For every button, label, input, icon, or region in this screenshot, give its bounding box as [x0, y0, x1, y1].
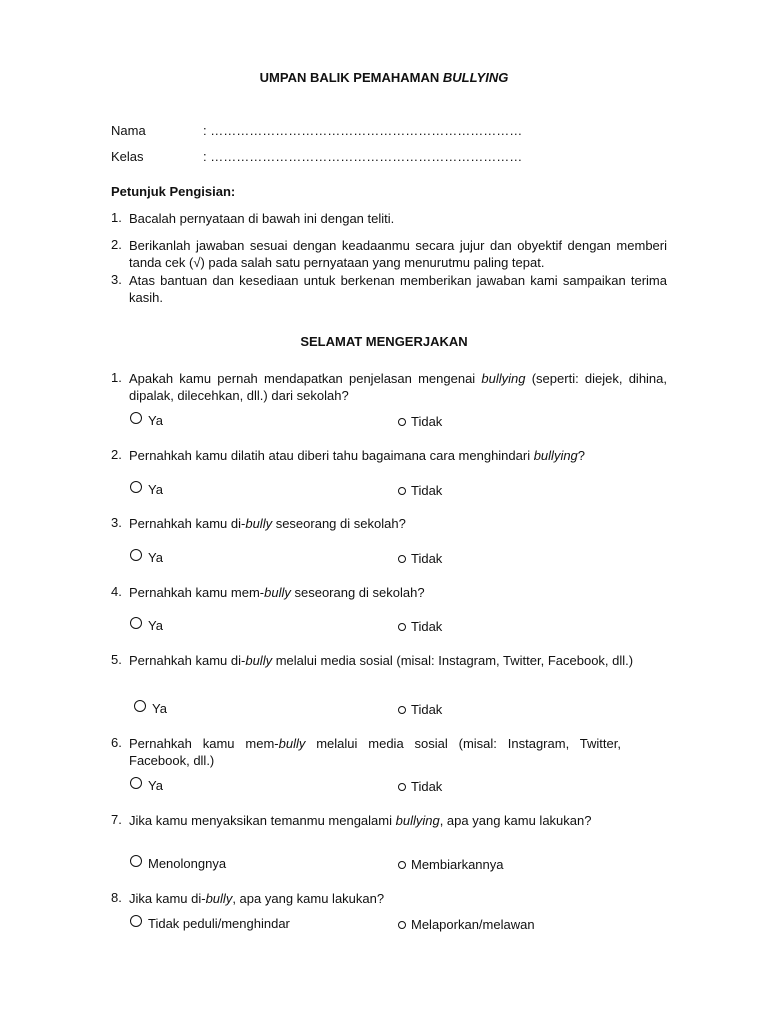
- question-number: 3.: [111, 515, 122, 530]
- question-text: Pernahkah kamu di-bully melalui media sosial (misal: Instagram, Twitter, Facebook, dll.): [129, 653, 634, 668]
- radio-icon[interactable]: [398, 861, 406, 869]
- radio-icon[interactable]: [398, 783, 406, 791]
- instruction-text: Bacalah pernyataan di bawah ini dengan teliti.: [129, 211, 395, 226]
- question-number: 7.: [111, 812, 122, 827]
- option-no[interactable]: Tidak: [398, 779, 442, 794]
- radio-icon[interactable]: [398, 487, 406, 495]
- class-label: Kelas: [111, 149, 144, 164]
- question-number: 4.: [111, 584, 122, 599]
- question-number: 5.: [111, 652, 122, 667]
- option-no[interactable]: Tidak: [398, 414, 442, 429]
- question-number: 8.: [111, 890, 122, 905]
- option-no[interactable]: Tidak: [398, 551, 442, 566]
- name-field[interactable]: : ………………………………………………………………: [203, 123, 523, 138]
- instructions-heading: Petunjuk Pengisian:: [111, 184, 236, 199]
- name-label: Nama: [111, 123, 146, 138]
- question-text: Pernahkah kamu mem-bully seseorang di sekolah?: [129, 585, 425, 600]
- option-no[interactable]: Tidak: [398, 483, 442, 498]
- option-no[interactable]: Tidak: [398, 702, 442, 717]
- question-text: Jika kamu di-bully, apa yang kamu lakukan?: [129, 891, 385, 906]
- option-yes[interactable]: Ya: [134, 701, 167, 716]
- option-ignore[interactable]: Membiarkannya: [398, 857, 504, 872]
- option-help[interactable]: Menolongnya: [130, 856, 226, 871]
- radio-icon[interactable]: [130, 617, 142, 629]
- option-yes[interactable]: Ya: [130, 778, 163, 793]
- option-yes[interactable]: Ya: [130, 482, 163, 497]
- radio-icon[interactable]: [398, 623, 406, 631]
- radio-icon[interactable]: [130, 777, 142, 789]
- question-number: 2.: [111, 447, 122, 462]
- instruction-number: 2.: [111, 237, 122, 252]
- question-text: Pernahkah kamu mem-bully melalui media sosial (misal: Instagram, Twitter, Facebook, dll.): [129, 736, 621, 768]
- instruction-number: 3.: [111, 272, 122, 287]
- radio-icon[interactable]: [130, 549, 142, 561]
- option-avoid[interactable]: Tidak peduli/menghindar: [130, 916, 290, 931]
- question-number: 1.: [111, 370, 122, 385]
- radio-icon[interactable]: [134, 700, 146, 712]
- question-text: Pernahkah kamu dilatih atau diberi tahu bagaimana cara menghindari bullying?: [129, 448, 586, 463]
- option-yes[interactable]: Ya: [130, 413, 163, 428]
- option-yes[interactable]: Ya: [130, 550, 163, 565]
- option-no[interactable]: Tidak: [398, 619, 442, 634]
- radio-icon[interactable]: [398, 921, 406, 929]
- radio-icon[interactable]: [130, 481, 142, 493]
- title-italic-text: BULLYING: [442, 70, 509, 85]
- option-yes[interactable]: Ya: [130, 618, 163, 633]
- question-text: Jika kamu menyaksikan temanmu mengalami bullying, apa yang kamu lakukan?: [129, 813, 592, 828]
- radio-icon[interactable]: [398, 706, 406, 714]
- option-report[interactable]: Melaporkan/melawan: [398, 917, 535, 932]
- instruction-number: 1.: [111, 210, 122, 225]
- radio-icon[interactable]: [130, 915, 142, 927]
- question-number: 6.: [111, 735, 122, 750]
- radio-icon[interactable]: [398, 418, 406, 426]
- radio-icon[interactable]: [398, 555, 406, 563]
- question-text: Pernahkah kamu di-bully seseorang di sekolah?: [129, 516, 406, 531]
- instruction-text: Atas bantuan dan kesediaan untuk berkenan memberikan jawaban kami sampaikan terima kasih.: [129, 273, 667, 305]
- radio-icon[interactable]: [130, 412, 142, 424]
- title-text: UMPAN BALIK PEMAHAMAN: [259, 70, 440, 85]
- radio-icon[interactable]: [130, 855, 142, 867]
- page-title: [0, 70, 768, 85]
- greeting-heading: SELAMAT MENGERJAKAN: [300, 334, 468, 349]
- instruction-text: Berikanlah jawaban sesuai dengan keadaanmu secara jujur dan obyektif dengan memberi tanda cek (√) pada salah satu pernyataan yang menurutmu paling tepat.: [129, 238, 667, 270]
- question-text: Apakah kamu pernah mendapatkan penjelasan mengenai bullying (seperti: diejek, dihina, dipalak, dilecehkan, dll.) dari sekolah?: [129, 371, 668, 403]
- class-field[interactable]: : ………………………………………………………………: [203, 149, 523, 164]
